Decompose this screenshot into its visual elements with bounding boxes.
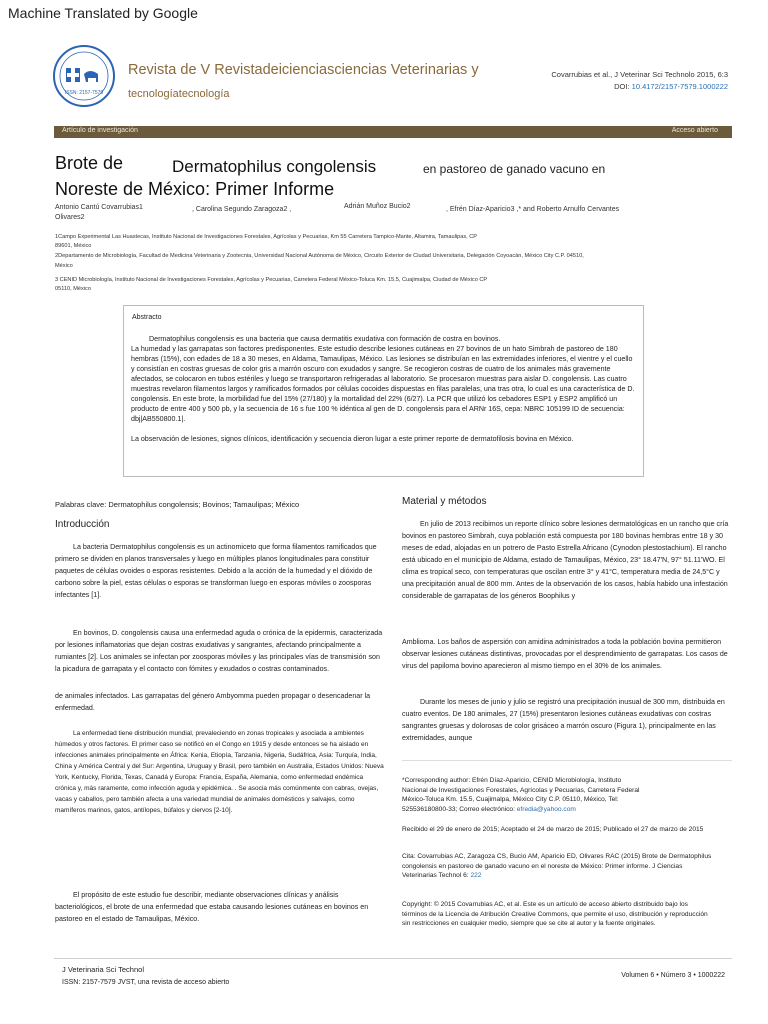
- paragraph: Durante los meses de junio y julio se registró una precipitación inusual de 300 mm, distribuida en cuatro eventos. De 180 animales, 27 (15%) presentaron lesiones cutáneas exudativas con costras sangrantes gruesas y dolorosas de color grisáceo a marrón oscuro (Figura 1), principalmente en las extremidades, aunque: [402, 698, 725, 742]
- cite-label: Veterinarias Technol 6:: [402, 872, 471, 879]
- abstract-title: Abstracto: [132, 314, 162, 321]
- paragraph: de animales infectados. Las garrapatas del género Ambyomma pueden propagar o desencadenar la enfermedad.: [55, 692, 371, 712]
- doi-label: DOI:: [614, 82, 632, 91]
- keywords: Palabras clave: Dermatophilus congolensis; Bovinos; Tamaulipas; México: [55, 500, 300, 509]
- abstract-paragraph: La observación de lesiones, signos clínicos, identificación y secuencia dieron lugar a este primer reporte de dermatofilosis bovina en México.: [131, 435, 574, 443]
- svg-text:ISSN: 2157-7579: ISSN: 2157-7579: [64, 90, 104, 96]
- methods-p1: [402, 518, 732, 602]
- email-label: 525536180800-33; Correo electrónico:: [402, 805, 517, 813]
- footer-volume: Volumen 6 • Número 3 • 1000222: [621, 972, 725, 979]
- affiliation-line: 3 CENID Microbiología, Instituto Nacional de Investigaciones Forestales, Agrícolas y Pecuarias, Carretera Federal México-Toluca Km. 15.5, Cuajimalpa, Ciudad de México CP: [55, 277, 488, 283]
- methods-p3: [402, 696, 732, 744]
- title-part-3: en pastoreo de ganado vacuno en: [423, 162, 606, 176]
- author-3: Adrián Muñoz Bucio2: [344, 203, 411, 210]
- footnote-line: sin restricciones en cualquier medio, siempre que se cite al autor y la fuente originales.: [402, 920, 656, 927]
- affiliation-line: 89601, México: [55, 243, 92, 249]
- paragraph: La bacteria Dermatophilus congolensis es un actinomiceto que forma filamentos ramificados que primero se dividen en planos transversales y luego en múltiples planos longitudinales para constituir paquetes de células ovoides o esporas resistentes. Debido a la acción de la humedad y el dióxido de carbono sobre la piel, estas células o esporas se transforman luego en esporas móviles o zoosporas infectantes [1].: [55, 543, 377, 599]
- intro-heading: Introducción: [55, 519, 110, 530]
- title-part-4: Noreste de México: Primer Informe: [55, 179, 335, 199]
- intro-p5: [55, 889, 385, 925]
- doi-line: [534, 82, 728, 91]
- intro-p3: [55, 690, 385, 714]
- author-4: , Efrén Díaz-Aparicio3 ,* and Roberto Arnulfo Cervantes: [446, 206, 620, 213]
- footnote-line: *Corresponding author: Efrén Díaz-Aparicio, CENID Microbiología, Instituto: [402, 777, 622, 784]
- methods-heading: Material y métodos: [402, 496, 487, 507]
- footer-issn: ISSN: 2157-7579 JVST, una revista de acceso abierto: [62, 979, 230, 986]
- footer-divider: [54, 958, 732, 959]
- footnote-line: congolensis en pastoreo de ganado vacuno en el noreste de México: Primer informe. J Ciencias: [402, 862, 683, 870]
- journal-logo: [52, 44, 116, 108]
- intro-p1: [55, 541, 385, 601]
- citation-block: [402, 852, 732, 881]
- email-link[interactable]: efredia@yahoo.com: [516, 805, 576, 813]
- footnote-line: [402, 805, 732, 815]
- abstract-paragraph: Dermatophilus congolensis es una bacteria que causa dermatitis exudativa con formación de costra en bovinos.: [149, 335, 501, 343]
- header-citation: Covarrubias et al., J Veterinar Sci Technolo 2015, 6:3: [551, 70, 728, 79]
- title-part-2: Dermatophilus congolensis: [172, 157, 377, 176]
- abstract-text: [131, 334, 635, 444]
- paragraph: En julio de 2013 recibimos un reporte clínico sobre lesiones dermatológicas en un rancho que cría bovinos en pastoreo Simbrah, cuya población está compuesta por 180 bovinas hembras entre 18 y 30 meses de edad, alojadas en un potrero de Pasto Estrella Africano (Cynodon plestostachium). El rancho está ubicado en el municipio de Aldama, estado de Tamaulipas, México, 23° 18.47'N, 97° 51.11'WO. El clima es tropical seco, con temperaturas que oscilan entre 3° y 41°C, temperatura media de 24,5°C y una precipitación anual de 800 mm. Antes de la observación de los casos, había habido una infestación considerable de garrapatas de los géneros Boophilus y: [402, 520, 729, 600]
- footnote-line: Cita: Covarrubias AC, Zaragoza CS, Bucio AM, Aparicio ED, Olivares RAC (2015) Brote de Dermatophilus: [402, 853, 712, 860]
- doi-link[interactable]: 10.4172/2157-7579.1000222: [631, 82, 728, 91]
- affiliation-line: 2Departamento de Microbiología, Facultad de Medicina Veterinaria y Zootecnia, Universidad Nacional Autónoma de México, Circuito Exterior de Ciudad Universitaria, Delegación Coyoacán, México City C.P. 04510,: [55, 253, 584, 259]
- footnote-line: Copyright: © 2015 Covarrubias AC, et al. Este es un artículo de acceso abierto distribuido bajo los: [402, 901, 688, 908]
- footnote-line: Nacional de Investigaciones Forestales, Agrícolas y Pecuarias, Carretera Federal: [402, 786, 640, 794]
- author-2: , Carolina Segundo Zaragoza2 ,: [192, 206, 292, 213]
- affiliation-line: 1Campo Experimental Las Huastecas, Instituto Nacional de Investigaciones Forestales, Agrícolas y Pecuarias, Km 55 Carretera Tampico-Mante, Altamira, Tamaulipas, CP: [55, 234, 478, 240]
- copyright-block: [402, 900, 732, 929]
- paragraph: En bovinos, D. congolensis causa una enfermedad aguda o crónica de la epidermis, caracterizada por lesiones inflamatorias que dejan costras exudativas y sangrantes, afectando principalmente a rumiantes [2]. Los animales se infectan por zoosporas móviles y las principales vías de transmisión son la picadura de garrapata y el contacto con fómites y exudados o costras contaminados.: [55, 629, 383, 673]
- intro-p2: [55, 627, 385, 675]
- corresponding-author: [402, 776, 732, 814]
- author-1: Antonio Cantú Covarrubias1: [55, 204, 143, 211]
- machine-translated-label: Machine Translated by Google: [8, 5, 198, 21]
- footnote-divider: [402, 760, 732, 761]
- intro-p4: [55, 728, 385, 816]
- author-5-surname: Olivares2: [55, 214, 85, 221]
- footer-journal: J Veterinaria Sci Technol: [62, 965, 144, 974]
- open-access-label: Acceso abierto: [671, 127, 718, 134]
- article-type-label: Artículo de investigación: [62, 127, 138, 134]
- footnote-line: [402, 871, 732, 881]
- cite-link[interactable]: 222: [470, 872, 482, 879]
- footnote-line: México-Toluca Km. 15.5, Cuajimalpa, México City C.P. 05110, México, Tel:: [402, 796, 619, 803]
- footnote-line: términos de la Licencia de Atribución Creative Commons, que permite el uso, distribución y reproducción: [402, 910, 708, 918]
- methods-p2: [402, 636, 732, 672]
- title-part-1: Brote de: [55, 153, 124, 173]
- journal-name: Revista de V Revistadeicienciasciencias Veterinarias y: [128, 62, 479, 78]
- journal-name-line2: tecnologíatecnología: [128, 88, 230, 100]
- affiliation-line: 05110, México: [55, 286, 91, 292]
- abstract-paragraph: La humedad y las garrapatas son factores predisponentes. Este estudio describe lesiones cutáneas en 27 bovinos de un hato Simbrah de pastoreo de 180 hembras (15%), con edades de 18 a 30 meses, en Aldama, Tamaulipas, México. Las lesiones se distribuían en las extremidades inferiores, el vientre y el cuello y consistían en costras gruesas de color gris a marrón oscuro con exudados y sangre. Se recogieron costras de cuatro de los animales más gravemente afectados, se colocaron en tubos estériles y luego se transportaron refrigeradas al laboratorio. Se procesaron muestras para aislar D. congolensis. Las cuatro muestras revelaron filamentos largos y ramificados formados por células cocoides dispuestas en filas paralelas, una tras otra, lo cual es una característica de D. congolensis. En este brote, la morbilidad fue del 15% (27/180) y la mortalidad del 22% (6/27). La PCR que utilizó los cebadores ESP1 y ESP2 amplificó un producto de entre 400 y 500 pb, y la secuencia de 16 s fue 100 % idéntica al gen de D. congolensis para el ARNr 16S, cepa: NBRC 105199 ID de secuencia: dbj|AB550800.1|.: [131, 345, 635, 423]
- affiliation-line: México: [55, 263, 73, 269]
- paragraph: El propósito de este estudio fue describir, mediante observaciones clínicas y análisis bacteriológicos, el brote de una enfermedad que estaba causando lesiones cutáneas en bovinos en pastoreo en el estado de Tamaulipas, México.: [55, 891, 369, 923]
- received-dates: Recibido el 29 de enero de 2015; Aceptado el 24 de marzo de 2015; Publicado el 27 de marzo de 2015: [402, 826, 704, 833]
- paragraph: La enfermedad tiene distribución mundial, prevaleciendo en zonas tropicales y asociada a ambientes húmedos y otros factores. El primer caso se notificó en el Congo en 1915 y desde entonces se ha aislado en infecciones animales principalmente en África: Kenia, Etiopía, Tanzania, Nigeria, Sudáfrica, Asia: Turquía, India, China y América Central y del Sur: Argentina, Uruguay y Brasil, pero también en Australia, Estados Unidos: Nueva York, Kentucky, Florida, Texas, Canadá y Europa: Francia, España, Alemania, como enfermedad endémica crónica y, más raramente, como infección aguda y epidémica. . Se asocia más comúnmente con cabras, ovejas, vacas y caballos, pero también afecta a una variedad mundial de animales domésticos y salvajes, como mamíferos marinos, gatos, antílopes, búfalos y ciervos [2-10].: [55, 730, 384, 814]
- paragraph: Amblioma. Los baños de aspersión con amidina administrados a toda la población bovina permitieron observar lesiones cutáneas distintivas, provocadas por el desprendimiento de garrapatas. Los casos de virus del papiloma bovino aparecieron al mismo tiempo en el 30% de los animales.: [402, 638, 728, 670]
